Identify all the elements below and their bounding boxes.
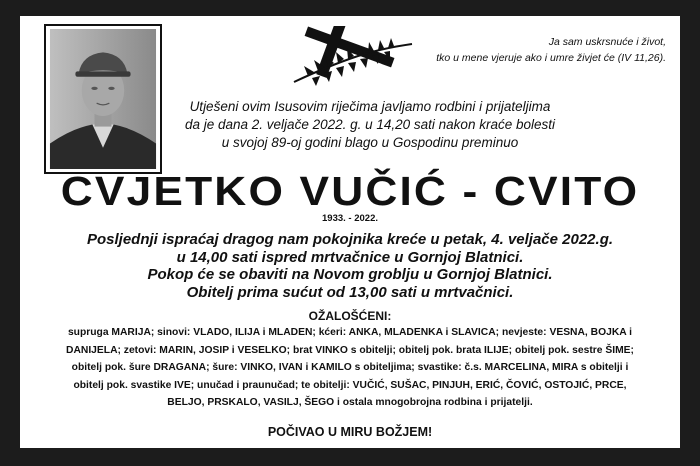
intro-text (170, 98, 570, 152)
intro-line-1: Utješeni ovim Isusovim riječima javljamo rodbini i prijateljima (189, 99, 551, 114)
funeral-details (20, 231, 680, 301)
mourners-line-2: DANIJELA; zetovi: MARIN, JOSIP i VESELKO; brat VINKO s obitelji; obitelj pok. brata ILIJE; obitelj pok. sestre ŠIME; (66, 344, 634, 356)
funeral-line-3: Pokop će se obaviti na Novom groblju u Gornjoj Blatnici. (147, 266, 553, 283)
funeral-line-4: Obitelj prima sućut od 13,00 sati u mrtvačnici. (186, 283, 514, 301)
mourners-line-3: obitelj pok. šure DRAGANA; šure: VINKO, IVAN i KAMILO s obiteljima; svastike: č.s. MARCELINA, MIRA s obitelji i (71, 362, 629, 373)
obituary-notice (20, 16, 680, 448)
deceased-years: 1933. - 2022. (322, 213, 378, 224)
mourners-heading: OŽALOŠĆENI: (308, 309, 392, 323)
mourners-line-4: obitelj pok. svastike IVE; unučad i praunučad; te obitelji: VUČIĆ, SUŠAC, PINJUH, ERIĆ, ČOVIĆ, OSTOJIĆ, PRCE, (73, 379, 627, 391)
bible-quote (436, 34, 666, 66)
mourners-line-1: supruga MARIJA; sinovi: VLADO, ILIJA i MLADEN; kćeri: ANKA, MLADENKA i SLAVICA; nevjeste: VESNA, BOJKA i (67, 327, 633, 338)
portrait-photo (49, 29, 157, 169)
intro-line-2: da je dana 2. veljače 2022. g. u 14,20 sati nakon kraće bolesti (184, 117, 555, 132)
closing-line: POČIVAO U MIRU BOŽJEM! (267, 425, 433, 439)
funeral-line-2: u 14,00 sati ispred mrtvačnice u Gornjoj Blatnici. (176, 248, 524, 266)
quote-line-2: tko u mene vjeruje ako i umre živjet će (IV 11,26). (436, 52, 666, 64)
quote-line-1: Ja sam uskrsnuće i život, (548, 36, 666, 48)
mourners-line-5: BELJO, PRSKALO, VASILJ, ŠEGO i ostala mnogobrojna rodbina i prijatelji. (167, 397, 533, 408)
cross-with-palm-icon (288, 26, 418, 88)
mourners-list (26, 324, 674, 412)
funeral-line-1: Posljednji ispraćaj dragog nam pokojnika kreće u petak, 4. veljače 2022.g. (86, 231, 614, 248)
intro-line-3: u svojoj 89-oj godini blago u Gospodinu preminuo (221, 135, 519, 150)
deceased-name: CVJETKO VUČIĆ - CVITO (60, 168, 640, 214)
deceased-photo (44, 24, 162, 174)
